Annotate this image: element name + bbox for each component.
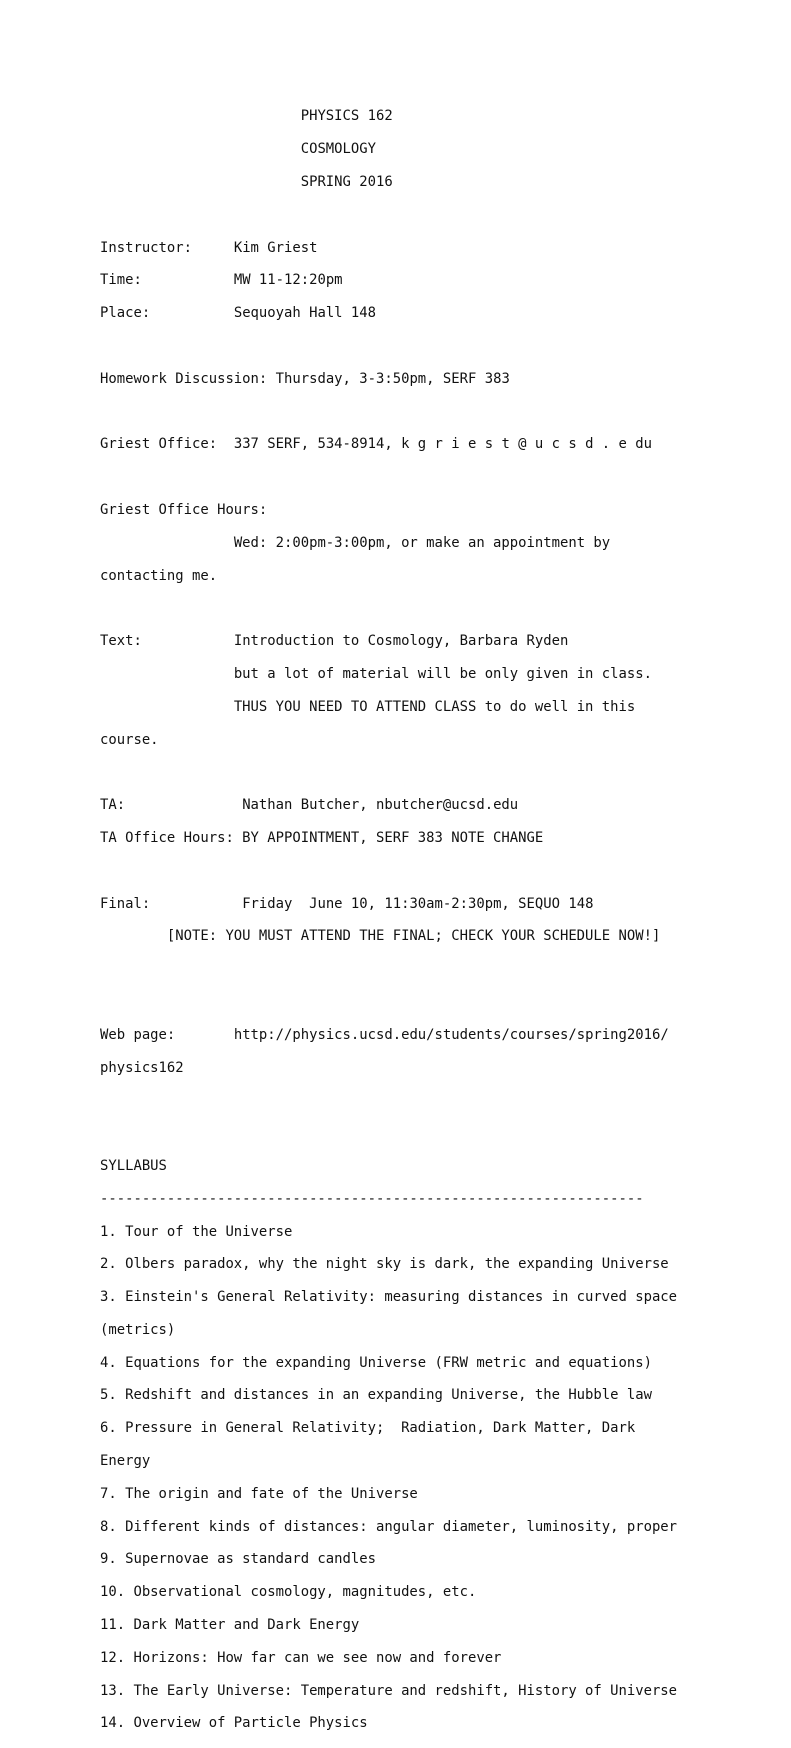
web-line-2: [100, 1060, 677, 1076]
syllabus-item-text: 12. Horizons: How far can we see now and forever: [100, 1649, 502, 1666]
text-note: but a lot of material will be only given in class.: [233, 665, 652, 682]
web-label: Web page:: [100, 1026, 176, 1043]
instructor-line: [100, 240, 677, 256]
class-place: Sequoyah Hall 148: [233, 305, 376, 322]
office-hours-cont-line: [100, 568, 677, 584]
syllabus-item-text: 11. Dark Matter and Dark Energy: [100, 1617, 360, 1634]
ta-hours: TA Office Hours: BY APPOINTMENT, SERF 383 NOTE CHANGE: [100, 829, 544, 846]
office-hours-line: [100, 535, 677, 551]
blank-line: [100, 1092, 677, 1108]
blank-line: [100, 961, 677, 977]
web-url-cont: physics162: [100, 1059, 184, 1076]
syllabus-item-text: 14. Overview of Particle Physics: [100, 1715, 368, 1732]
text-line-2: [100, 666, 677, 682]
office-hours-label: Griest Office Hours:: [100, 501, 268, 518]
text-label: Text:: [100, 633, 142, 650]
text-line: [100, 633, 677, 649]
homework-time: Thursday, 3-3:50pm, SERF 383: [275, 370, 510, 387]
syllabus-item: [100, 1715, 677, 1731]
final-line: [100, 896, 677, 912]
instructor-name: Kim Griest: [233, 239, 318, 256]
office-details: 337 SERF, 534-8914, k g r i e s t @ u c s d . e du: [233, 436, 652, 453]
place-label: Place:: [100, 305, 151, 322]
ta-line: [100, 797, 677, 813]
syllabus-item: [100, 1683, 677, 1699]
blank-line: [100, 338, 677, 354]
text-warning-cont: course.: [100, 731, 159, 748]
syllabus-item: [100, 1584, 677, 1600]
office-hours-label-line: [100, 502, 677, 518]
syllabus-item-text: 13. The Early Universe: Temperature and redshift, History of Universe: [100, 1682, 678, 1699]
syllabus-item-text: (metrics): [100, 1321, 176, 1338]
text-line-3: [100, 699, 677, 715]
syllabus-item: [100, 1420, 677, 1436]
blank-line: [100, 863, 677, 879]
ta-label: TA:: [100, 797, 126, 814]
syllabus-item: [100, 1551, 677, 1567]
blank-line: [100, 994, 677, 1010]
syllabus-item: [100, 1224, 677, 1240]
office-label: Griest Office:: [100, 436, 218, 453]
syllabus-document: [100, 92, 677, 1748]
homework-label: Homework Discussion:: [100, 370, 268, 387]
syllabus-item-text: 4. Equations for the expanding Universe (FRW metric and equations): [100, 1354, 652, 1371]
syllabus-item: [100, 1322, 677, 1338]
syllabus-item-text: Energy: [100, 1453, 151, 1470]
syllabus-item-text: 9. Supernovae as standard candles: [100, 1551, 376, 1568]
text-line-4: [100, 732, 677, 748]
text-warning: THUS YOU NEED TO ATTEND CLASS to do well in this: [233, 698, 636, 715]
syllabus-rule: -----------------------------------------------------------------: [100, 1190, 644, 1207]
syllabus-item: [100, 1617, 677, 1633]
ta-contact: Nathan Butcher, nbutcher@ucsd.edu: [242, 797, 519, 814]
syllabus-item: [100, 1355, 677, 1371]
syllabus-item: [100, 1519, 677, 1535]
time-line: [100, 272, 677, 288]
blank-line: [100, 1125, 677, 1141]
syllabus-rule-line: [100, 1191, 677, 1207]
syllabus-item: [100, 1486, 677, 1502]
header-title-line: [100, 141, 677, 157]
header-course-line: [100, 108, 677, 124]
syllabus-heading: SYLLABUS: [100, 1157, 167, 1174]
blank-line: [100, 600, 677, 616]
course-term: SPRING 2016: [300, 174, 393, 190]
blank-line: [100, 207, 677, 223]
web-line: [100, 1027, 677, 1043]
office-line: [100, 436, 677, 452]
place-line: [100, 305, 677, 321]
syllabus-item-text: 8. Different kinds of distances: angular diameter, luminosity, proper: [100, 1518, 678, 1535]
syllabus-item-text: 6. Pressure in General Relativity; Radiation, Dark Matter, Dark: [100, 1420, 636, 1437]
final-exam-time: Friday June 10, 11:30am-2:30pm, SEQUO 148: [242, 895, 594, 912]
office-hours-cont: contacting me.: [100, 567, 218, 584]
office-hours: Wed: 2:00pm-3:00pm, or make an appointment by: [233, 534, 611, 551]
syllabus-item: [100, 1387, 677, 1403]
time-label: Time:: [100, 272, 142, 289]
blank-line: [100, 404, 677, 420]
course-number: PHYSICS 162: [300, 108, 393, 125]
syllabus-item-text: 1. Tour of the Universe: [100, 1223, 293, 1240]
final-note-line: [100, 928, 677, 944]
web-url: http://physics.ucsd.edu/students/courses/spring2016/: [233, 1026, 669, 1043]
header-term-line: [100, 174, 677, 190]
syllabus-item-text: 7. The origin and fate of the Universe: [100, 1485, 418, 1502]
blank-line: [100, 764, 677, 780]
class-time: MW 11-12:20pm: [233, 272, 343, 289]
syllabus-heading-line: [100, 1158, 677, 1174]
syllabus-item: [100, 1453, 677, 1469]
textbook: Introduction to Cosmology, Barbara Ryden: [233, 633, 569, 650]
syllabus-item-text: 3. Einstein's General Relativity: measuring distances in curved space: [100, 1289, 678, 1306]
ta-hours-line: [100, 830, 677, 846]
course-title: COSMOLOGY: [300, 141, 376, 158]
instructor-label: Instructor:: [100, 239, 192, 256]
homework-line: [100, 371, 677, 387]
blank-line: [100, 469, 677, 485]
final-note: [NOTE: YOU MUST ATTEND THE FINAL; CHECK YOUR SCHEDULE NOW!]: [166, 928, 661, 945]
syllabus-item-text: 10. Observational cosmology, magnitudes, etc.: [100, 1584, 477, 1601]
final-label: Final:: [100, 895, 151, 912]
syllabus-item: [100, 1256, 677, 1272]
syllabus-item-text: 5. Redshift and distances in an expanding Universe, the Hubble law: [100, 1387, 652, 1404]
syllabus-item-text: 2. Olbers paradox, why the night sky is dark, the expanding Universe: [100, 1256, 669, 1273]
syllabus-item: [100, 1650, 677, 1666]
syllabus-item: [100, 1289, 677, 1305]
